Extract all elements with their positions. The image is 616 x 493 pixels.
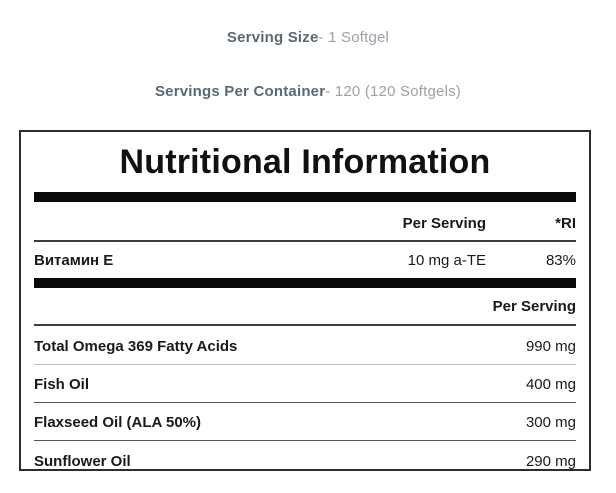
servings-per-container-value: - 120 (120 Softgels) — [325, 83, 462, 100]
table-row-flaxseed-oil — [34, 403, 576, 441]
table-row-vitamin-e — [34, 242, 576, 278]
servings-per-container-label: Servings Per Container — [154, 83, 326, 100]
nutrient-name: Витамин E — [34, 252, 114, 269]
panel-title: Nutritional Information — [119, 142, 491, 181]
ri-header: *RI — [555, 215, 576, 232]
separator-bar-top — [34, 192, 576, 202]
serving-size-value: - 1 Softgel — [318, 29, 390, 46]
nutrient-amount: 400 mg — [525, 376, 576, 393]
nutrient-amount: 300 mg — [525, 414, 576, 431]
nutrient-amount: 290 mg — [525, 453, 576, 470]
nutrient-name: Sunflower Oil — [34, 453, 131, 470]
nutrient-name: Total Omega 369 Fatty Acids — [34, 338, 238, 355]
servings-per-container-line — [0, 83, 616, 100]
separator-bar-middle — [34, 278, 576, 288]
table-row-fish-oil — [34, 365, 576, 403]
table-row-total-omega — [34, 326, 576, 365]
nutrient-name: Fish Oil — [34, 376, 90, 393]
nutrient-amount: 990 mg — [525, 338, 576, 355]
nutrient-name: Flaxseed Oil (ALA 50%) — [34, 414, 201, 431]
per-serving-section-header-row — [34, 288, 576, 326]
per-serving-header-2: Per Serving — [492, 298, 576, 315]
per-serving-header: Per Serving — [402, 215, 486, 232]
serving-size-line — [0, 29, 616, 46]
nutritional-information-panel — [19, 130, 591, 471]
table-row-sunflower-oil — [34, 441, 576, 479]
serving-size-label: Serving Size — [226, 29, 319, 46]
nutrient-ri-percent: 83% — [545, 252, 576, 269]
nutrient-amount: 10 mg a-TE — [407, 252, 486, 269]
ri-section-header-row — [34, 202, 576, 242]
